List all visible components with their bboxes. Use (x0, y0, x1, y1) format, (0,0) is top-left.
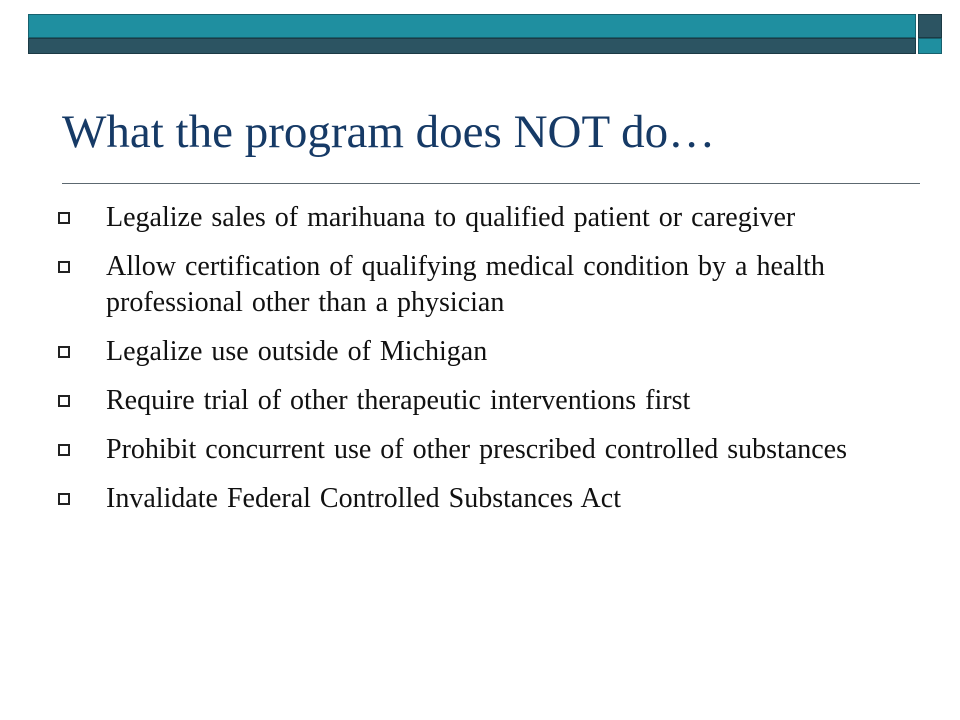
bullet-item (54, 383, 874, 419)
bullet-item (54, 334, 874, 370)
hollow-square-icon (58, 395, 70, 407)
header-square-light (918, 38, 942, 54)
bullet-text: Prohibit concurrent use of other prescribed controlled substances (106, 434, 848, 465)
title-divider (62, 183, 920, 184)
bullet-item (54, 432, 874, 468)
hollow-square-icon (58, 493, 70, 505)
header-square-dark (918, 14, 942, 38)
hollow-square-icon (58, 261, 70, 273)
bullet-item (54, 481, 874, 517)
header-band-light (28, 14, 916, 38)
hollow-square-icon (58, 444, 70, 456)
bullet-text: Allow certification of qualifying medical condition by a health professional other than a physician (106, 251, 825, 318)
hollow-square-icon (58, 346, 70, 358)
bullet-text: Legalize sales of marihuana to qualified patient or caregiver (106, 202, 796, 233)
slide-title: What the program does NOT do… (62, 106, 716, 158)
bullet-list (54, 200, 874, 530)
header-decoration-bar (28, 14, 942, 54)
bullet-text: Legalize use outside of Michigan (106, 336, 488, 367)
bullet-text: Require trial of other therapeutic interventions first (106, 385, 691, 416)
hollow-square-icon (58, 212, 70, 224)
header-band-dark (28, 38, 916, 54)
bullet-item (54, 200, 874, 236)
bullet-text: Invalidate Federal Controlled Substances Act (106, 483, 621, 514)
bullet-item (54, 249, 874, 321)
